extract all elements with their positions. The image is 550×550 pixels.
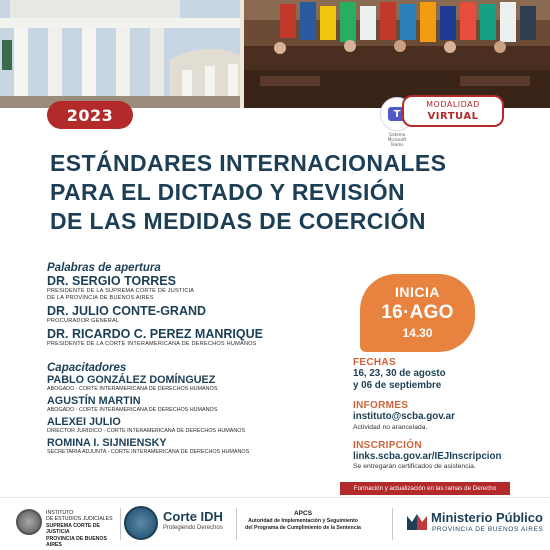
trainer-role: ABOGADO - CORTE INTERAMERICANA DE DERECHOS HUMANOS <box>47 386 218 392</box>
start-date: 16·AGO <box>381 302 454 323</box>
signup-note: Se entregarán certificados de asistencia. <box>353 463 476 470</box>
apcs-line: Autoridad de Implementación y Seguimiento <box>248 518 358 524</box>
speakers-column <box>47 262 347 456</box>
info-column <box>353 357 528 471</box>
ieja-line: DE ESTUDIOS JUDICIALES <box>46 516 113 523</box>
ieja-line: INSTITUTO <box>46 510 74 516</box>
ieja-logo-text <box>46 510 122 548</box>
cidh-subtitle: Protegiendo Derechos <box>163 525 223 531</box>
start-date-bubble <box>360 274 475 352</box>
speaker-role: DE LA PROVINCIA DE BUENOS AIRES <box>47 295 154 301</box>
title-line: ESTÁNDARES INTERNACIONALES <box>50 150 447 176</box>
apcs-title: APCS <box>293 510 313 517</box>
mp-subtitle: PROVINCIA DE BUENOS AIRES <box>432 526 544 533</box>
signup-link[interactable]: links.scba.gov.ar/IEJInscripcion <box>353 450 502 462</box>
teams-caption: Sistema Microsoft Teams <box>387 132 407 147</box>
header-photo-banner <box>0 0 550 108</box>
trainer-name: ALEXEI JULIO <box>47 416 121 428</box>
dates-heading: FECHAS <box>353 357 396 368</box>
cidh-title: Corte IDH <box>163 509 223 524</box>
ieja-line: PROVINCIA DE BUENOS AIRES <box>46 535 107 549</box>
signup-heading: INSCRIPCIÓN <box>353 439 422 451</box>
courtroom-photo <box>240 0 550 108</box>
speaker-role: PRESIDENTE DE LA CORTE INTERAMERICANA DE DERECHOS HUMANOS <box>47 341 257 347</box>
banner-divider <box>240 0 244 108</box>
apcs-logo-text <box>238 510 368 531</box>
title-line: PARA EL DICTADO Y REVISIÓN <box>50 179 406 205</box>
ieja-seal-icon <box>16 509 42 535</box>
sponsors-footer <box>0 497 550 550</box>
teams-icon: T <box>388 107 406 121</box>
dates-line: y 06 de septiembre <box>353 379 442 391</box>
footer-divider <box>120 508 121 540</box>
trainer-name: ROMINA I. SIJNIENSKY <box>47 437 167 449</box>
speaker-name: DR. RICARDO C. PEREZ MANRIQUE <box>47 327 263 341</box>
trainer-name: PABLO GONZÁLEZ DOMÍNGUEZ <box>47 374 216 386</box>
trainers-heading: Capacitadores <box>47 362 127 374</box>
start-label: INICIA <box>395 284 440 300</box>
building-photo <box>0 0 240 108</box>
trainer-role: ABOGADO - CORTE INTERAMERICANA DE DERECHOS HUMANOS <box>47 407 218 413</box>
trainer-role: SECRETARIA ADJUNTA - CORTE INTERAMERICANA DE DERECHOS HUMANOS <box>47 449 250 455</box>
trainer-role: DIRECTOR JURÍDICO - CORTE INTERAMERICANA DE DERECHOS HUMANOS <box>47 428 246 434</box>
apcs-line: del Programa de Cumplimiento de la Sentencia <box>245 524 361 531</box>
cidh-emblem-icon <box>124 506 158 540</box>
ieja-line: SUPREMA CORTE DE JUSTICIA <box>46 522 100 536</box>
contact-email-link[interactable]: instituto@scba.gov.ar <box>353 411 455 422</box>
training-strip: Formación y actualización en las ramas de Derecho <box>340 482 510 495</box>
trainer-name: AGUSTÍN MARTIN <box>47 395 141 407</box>
ministerio-publico-icon <box>406 513 428 531</box>
dates-line: 16, 23, 30 de agosto <box>353 368 446 379</box>
contact-heading: INFORMES <box>353 400 409 411</box>
modality-label: MODALIDAD <box>426 100 480 109</box>
footer-divider <box>236 508 237 540</box>
speaker-role: PRESIDENTE DE LA SUPREMA CORTE DE JUSTICIA <box>47 288 195 294</box>
modality-value: VIRTUAL <box>427 111 479 122</box>
speaker-name: DR. JULIO CONTE-GRAND <box>47 304 207 318</box>
title-line: DE LAS MEDIDAS DE COERCIÓN <box>50 208 426 234</box>
speaker-name: DR. SERGIO TORRES <box>47 274 176 288</box>
year-badge: 2023 <box>47 101 133 129</box>
opening-heading: Palabras de apertura <box>47 262 161 274</box>
speaker-role: PROCURADOR GENERAL <box>47 318 120 324</box>
start-time: 14.30 <box>402 326 433 340</box>
footer-divider <box>392 508 393 540</box>
contact-note: Actividad no arancelada. <box>353 423 428 431</box>
modality-badge <box>402 95 504 127</box>
event-title <box>50 149 510 236</box>
mp-title: Ministerio Público <box>431 510 543 525</box>
